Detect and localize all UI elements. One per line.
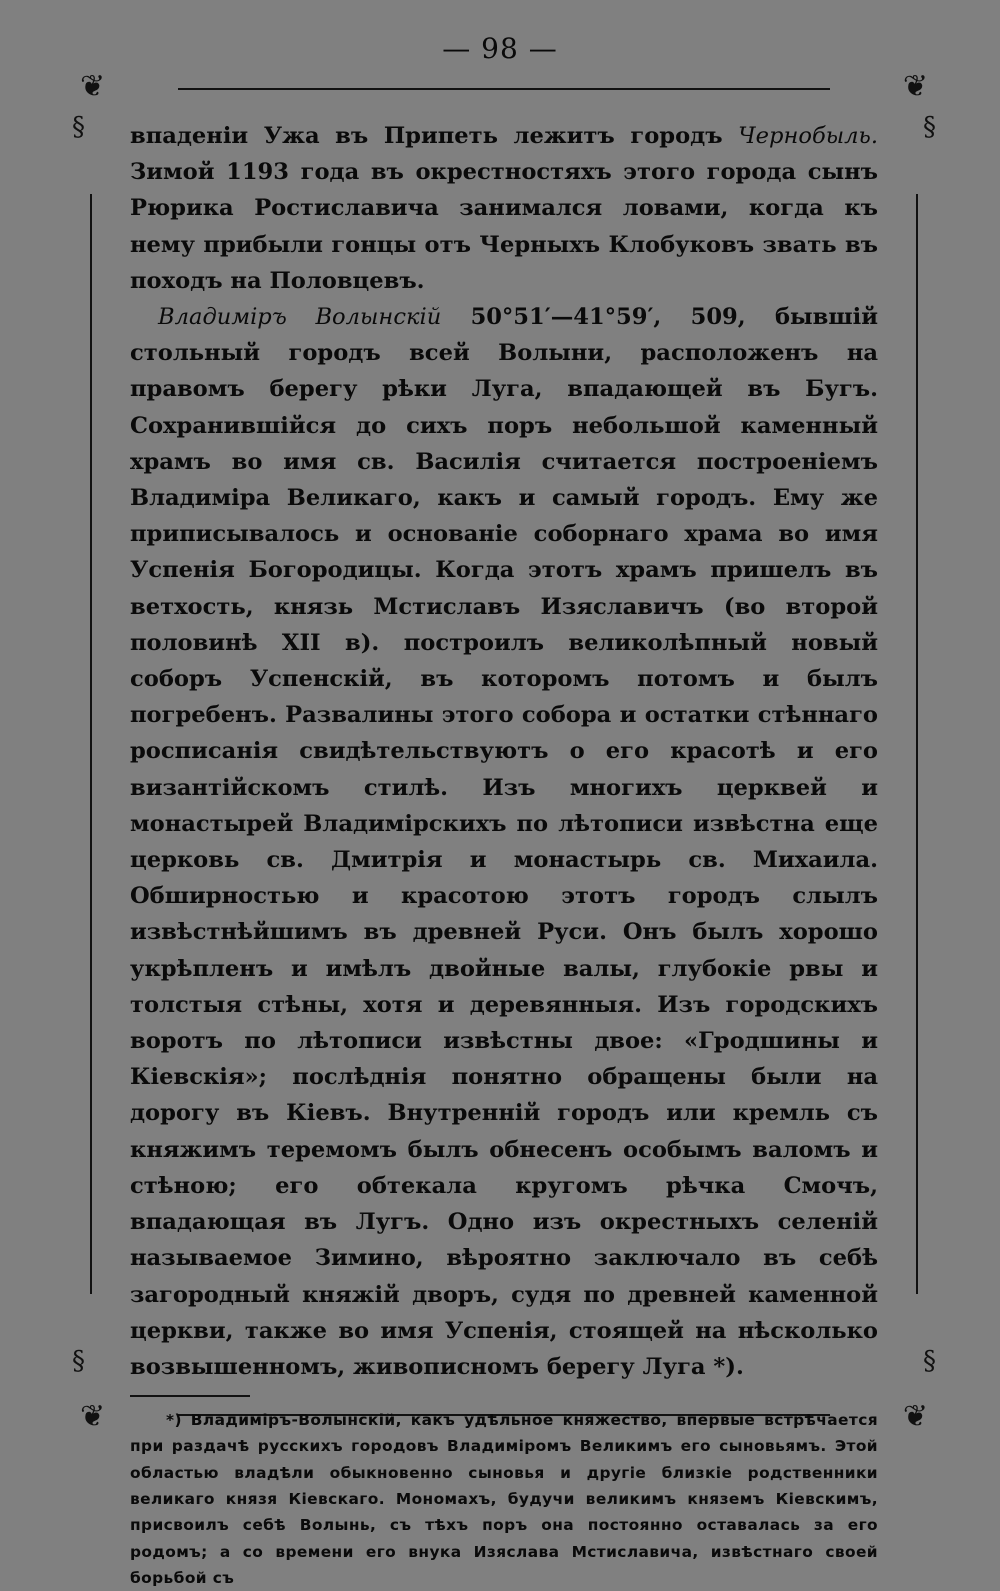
side-ornament-icon: §: [923, 112, 936, 142]
side-ornament-icon: §: [923, 1346, 936, 1376]
main-text: [130, 118, 878, 1385]
footnote: *) Владиміръ-Волынскій, какъ удѣльное княжество, впервые встрѣчается при раздачѣ русскихъ городовъ Владиміромъ Великимъ его сыновьямъ. Этой областью владѣли обыкновенно сыновья и другіе близкіе родственники великаго князя Кіевскаго. Мономахъ, будучи великимъ княземъ Кіевскимъ, присвоилъ себѣ Волынь, съ тѣхъ поръ она постоянно оставалась за его родомъ; а со времени его внука Изяслава Мстиславича, извѣстнаго своей борьбой съ: [130, 1411, 878, 1587]
paragraph-1-rest: Зимой 1193 года въ окрестностяхъ этого города сынъ Рюрика Ростиславича занимался ловами, когда къ нему прибыли гонцы отъ Черныхъ Клобуковъ звать въ походъ на Половцевъ.: [130, 159, 878, 294]
side-ornament-icon: §: [72, 112, 85, 142]
frame-top-rule: [178, 88, 830, 90]
corner-ornament-icon: ❦: [80, 69, 106, 104]
paragraph-2-text: 50°51′—41°59′, 509, бывшій стольный городъ всей Волыни, расположенъ на правомъ берегу рѣки Луга, впадающей въ Бугъ. Сохранившійся до сихъ поръ небольшой каменный храмъ во имя св. Василія считается построеніемъ Владиміра Великаго, какъ и самый городъ. Ему же приписывалось и основаніе соборнаго храма во имя Успенія Богородицы. Когда этотъ храмъ пришелъ въ ветхость, князь Мстиславъ Изяславичъ (во второй половинѣ XII в). построилъ великолѣпный новый соборъ Успенскій, въ которомъ потомъ и былъ погребенъ. Развалины этого собора и остатки стѣннаго росписанія свидѣтельствуютъ о его красотѣ и его византійскомъ стилѣ. Изъ многихъ церквей и монастырей Владимірскихъ по лѣтописи извѣстна еще церковь св. Дмитрія и монастырь св. Михаила. Обширностью и красотою этотъ городъ слылъ извѣстнѣйшимъ въ древней Руси. Онъ былъ хорошо укрѣпленъ и имѣлъ двойные валы, глубокіе рвы и толстыя стѣны, хотя и деревянныя. Изъ городскихъ воротъ по лѣтописи извѣстны двое: «Гродшины и Кіевскія»; послѣднія понятно обращены были на дорогу въ Кіевъ. Внутренній городъ или кремль съ княжимъ теремомъ былъ обнесенъ особымъ валомъ и стѣною; его обтекала кругомъ рѣчка Смочъ, впадающая въ Лугъ. Одно изъ окрестныхъ селеній называемое Зимино, вѣроятно заключало въ себѣ загородный княжій дворъ, судя по древней каменной церкви, также во имя Успенія, стоящей на нѣсколько возвышенномъ, живописномъ берегу Луга *).: [130, 304, 878, 1380]
page-content: [130, 118, 878, 1591]
paragraph-1: [130, 118, 878, 299]
side-ornament-icon: §: [72, 1346, 85, 1376]
paragraph-1-text: впаденіи Ужа въ Припеть лежитъ городъ: [130, 123, 739, 149]
page-number: — 98 —: [442, 32, 558, 65]
place-name-chernobyl: Чернобыль.: [738, 123, 878, 149]
corner-ornament-icon: ❦: [80, 1399, 106, 1434]
footnote-rule: [130, 1395, 250, 1397]
corner-ornament-icon: ❦: [902, 69, 928, 104]
paragraph-2: [130, 299, 878, 1385]
corner-ornament-icon: ❦: [902, 1399, 928, 1434]
place-name-vladimir: Владиміръ Волынскій: [158, 304, 442, 331]
frame-left-rule: [90, 194, 92, 1294]
frame-right-rule: [916, 194, 918, 1294]
